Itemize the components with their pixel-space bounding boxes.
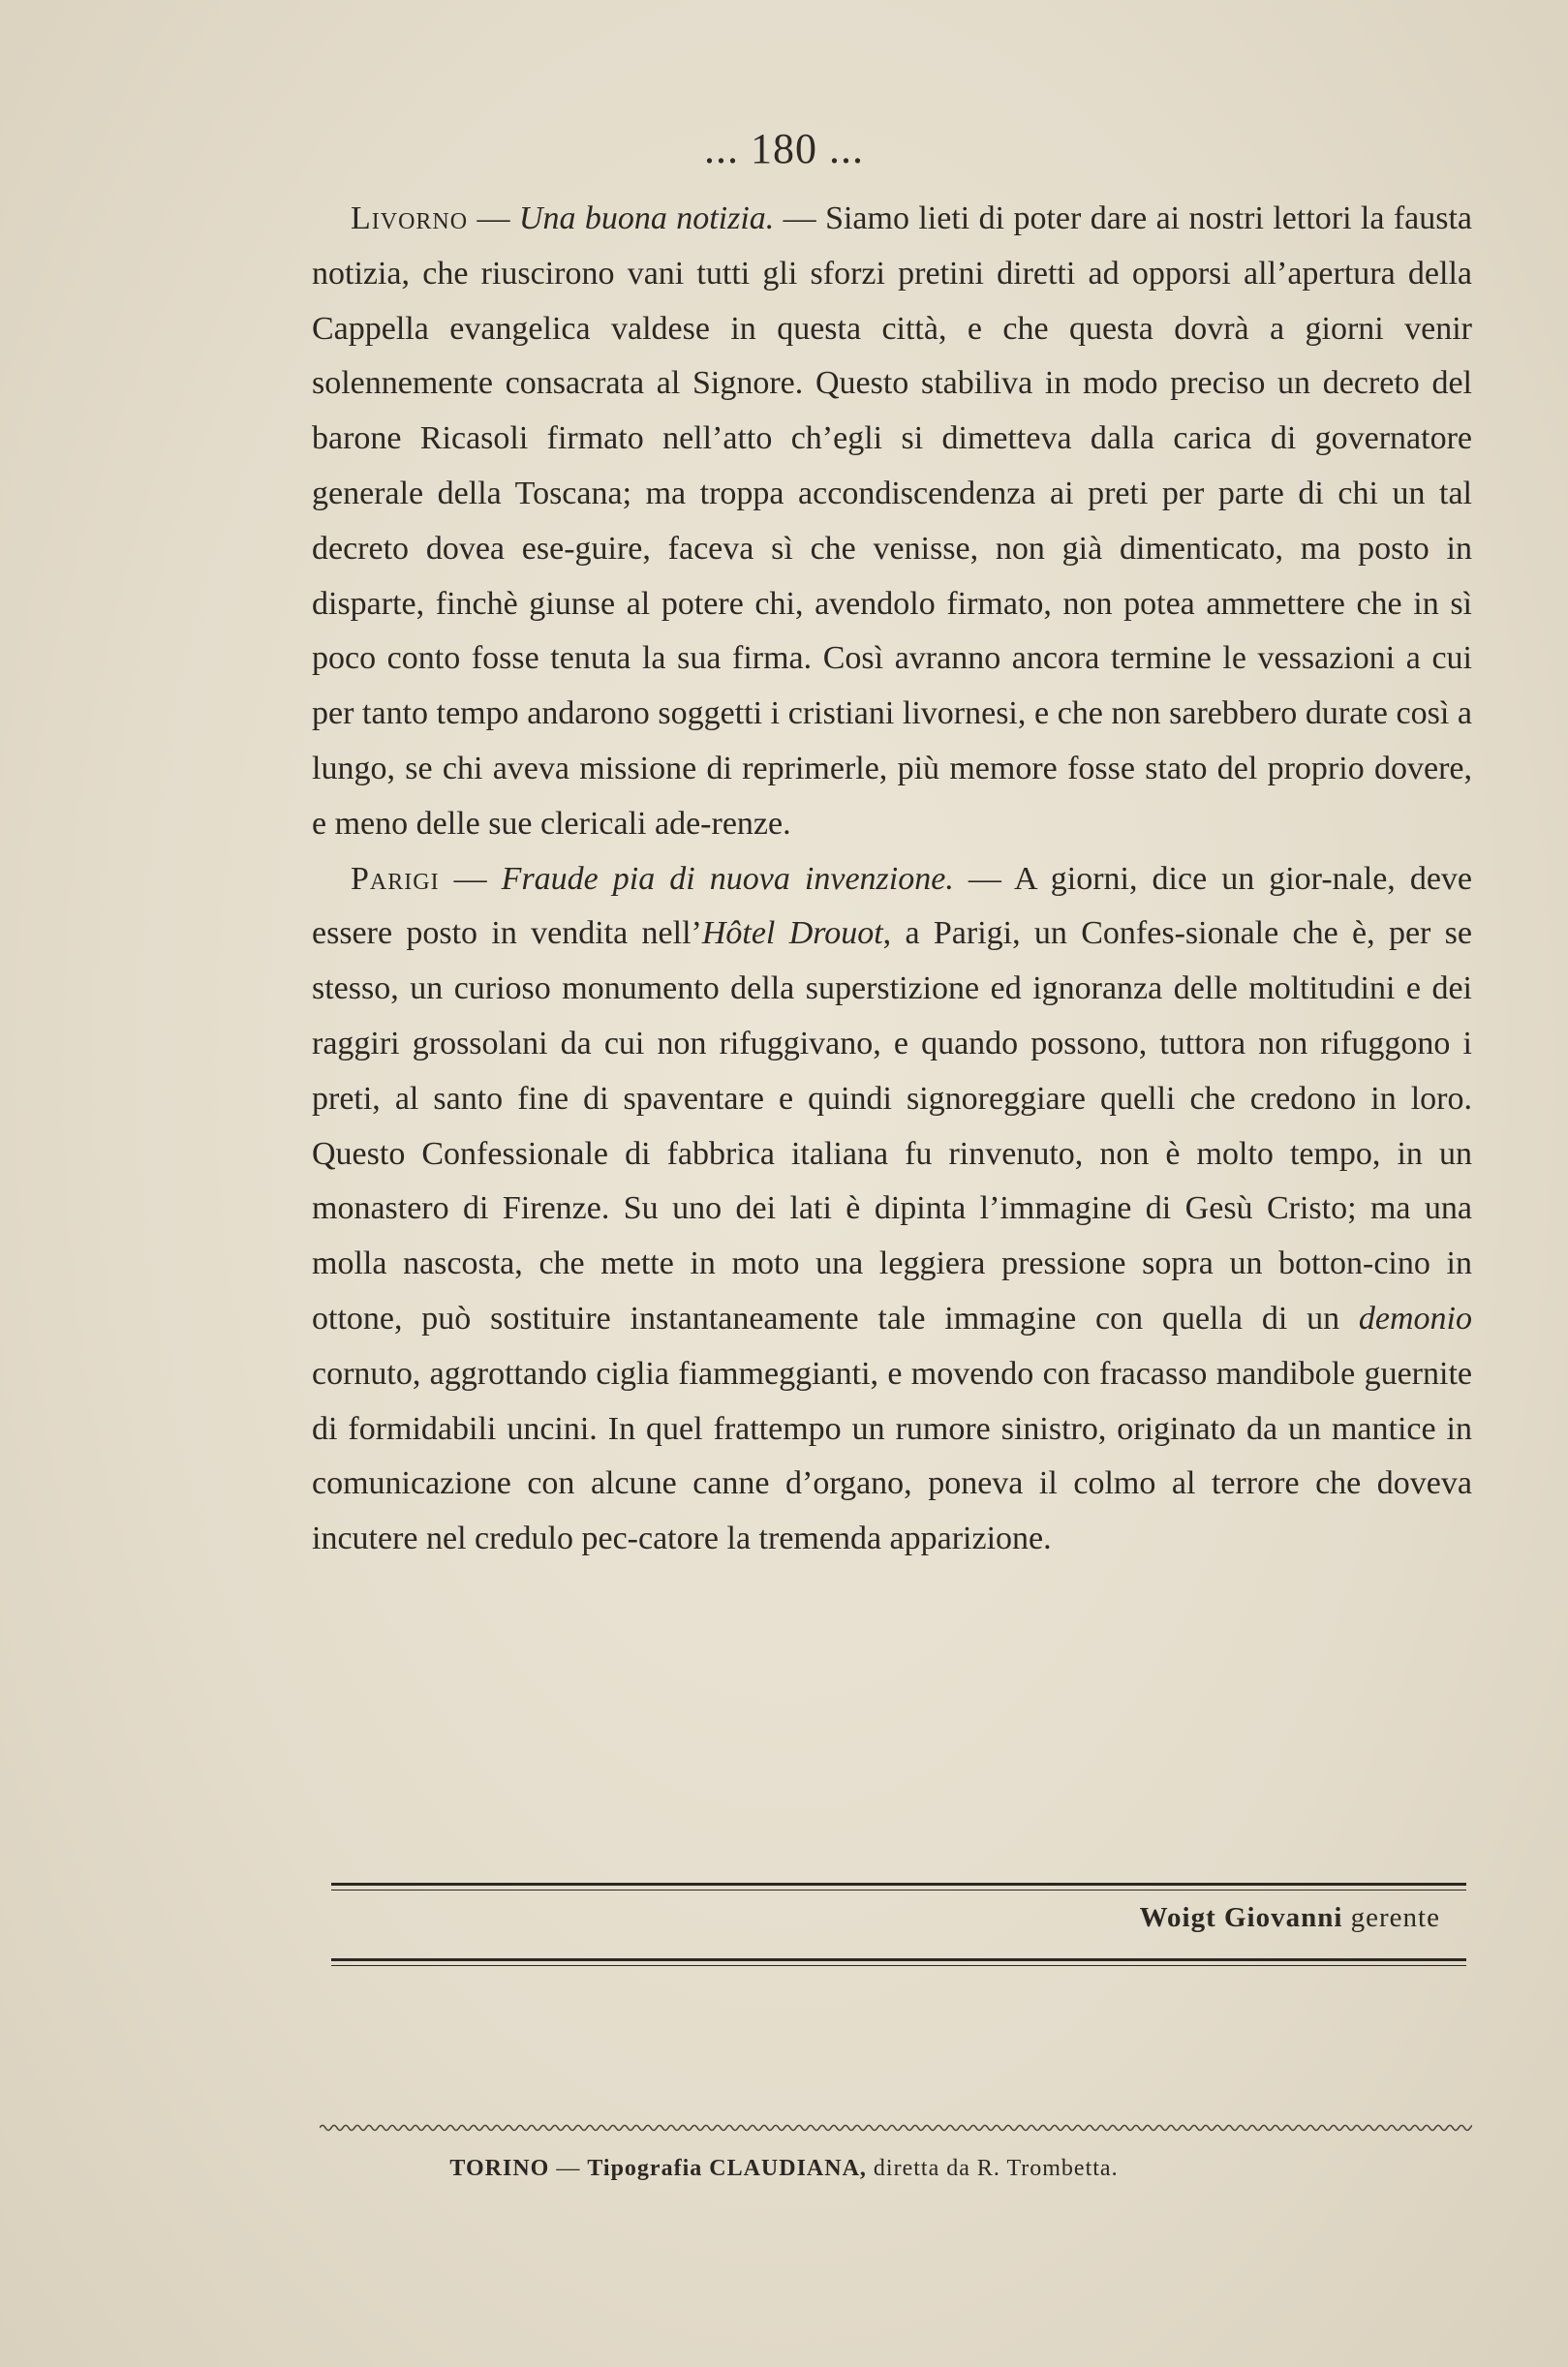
article-dash: — — [774, 200, 826, 236]
article-text-italic: Hôtel Drouot — [701, 915, 883, 952]
imprint-director: diretta da R. Trombetta. — [866, 2156, 1119, 2181]
article-text: Siamo lieti di poter dare ai nostri lettori la fausta notizia, che riuscirono vani tutti gli sforzi pretini diretti ad opporsi all’apertura della Cappella evangelica valdese in questa città, e che questa dovrà a giorni venir solennemente consacrata al Signore. Questo stabiliva in modo preciso un decreto del barone Ricasoli firmato nell’atto ch’egli si dimetteva dalla carica di governatore generale della Toscana; ma troppa accondiscendenza ai preti per parte di chi un tal decreto dovea ese-guire, faceva sì che venisse, non già dimenticato, ma posto in disparte, finchè giunse al potere chi, avendolo firmato, non potea ammettere che in sì poco conto fosse tenuta la sua firma. Così avranno ancora termine le vessazioni a cui per tanto tempo andarono soggetti i cristiani livornesi, e che non sarebbero durate così a lungo, se chi aveva missione di reprimerle, più memore fosse stato del proprio dovere, e meno delle sue clericali ade-renze. — [312, 200, 1473, 842]
article-title: Una buona notizia. — [518, 200, 775, 236]
article-text: cornuto, aggrottando ciglia fiammeggianti, e movendo con fracasso mandibole guernite di formidabili uncini. In quel frattempo un rumore sinistro, originato da un mantice in comunicazione con alcune canne d’organo, poneva il colmo al terrore che doveva incutere nel credulo pec-catore la tremenda apparizione. — [312, 1355, 1472, 1557]
double-rule — [331, 1958, 1466, 1966]
signature-role: gerente — [1342, 1902, 1440, 1933]
article-dash: — — [439, 860, 502, 897]
imprint-city: TORINO — [449, 2156, 550, 2181]
imprint-dash: — — [549, 2156, 588, 2181]
article-title: Fraude pia di nuova invenzione. — [501, 860, 954, 897]
wavy-line — [320, 2126, 1472, 2131]
article-dash: — — [953, 860, 1015, 897]
article-place: Parigi — [351, 860, 440, 897]
signature-name: Woigt Giovanni — [1139, 1902, 1343, 1933]
double-rule — [331, 1883, 1466, 1891]
printer-imprint — [0, 2156, 1568, 2182]
article-text-italic: demonio — [1358, 1300, 1472, 1337]
signature — [1140, 1902, 1440, 1934]
article-place: Livorno — [351, 200, 469, 236]
article-parigi — [312, 852, 1472, 1567]
page-number: ... 180 ... — [704, 125, 864, 172]
imprint-press: Tipografia CLAUDIANA, — [587, 2156, 867, 2181]
wavy-divider — [320, 2121, 1472, 2135]
page-body — [312, 192, 1472, 1567]
article-dash: — — [468, 200, 519, 236]
article-text: A giorni, dice un gior-nale, deve essere posto in vendita nell’ — [312, 860, 1473, 952]
article-text: , a Parigi, un Confes-sionale che è, per se stesso, un curioso monumento della superstizione ed ignoranza delle moltitudini e dei raggiri grossolani da cui non rifuggivano, e quando possono, tuttora non rifuggono i preti, al santo fine di spaventare e quindi signoreggiare quelli che credono in loro. Questo Confessionale di fabbrica italiana fu rinvenuto, non è molto tempo, in un monastero di Firenze. Su uno dei lati è dipinta l’immagine di Gesù Cristo; ma una molla nascosta, che mette in moto una leggiera pressione sopra un botton-cino in ottone, può sostituire instantaneamente tale immagine con quella di un — [312, 915, 1472, 1337]
article-livorno — [312, 192, 1472, 852]
